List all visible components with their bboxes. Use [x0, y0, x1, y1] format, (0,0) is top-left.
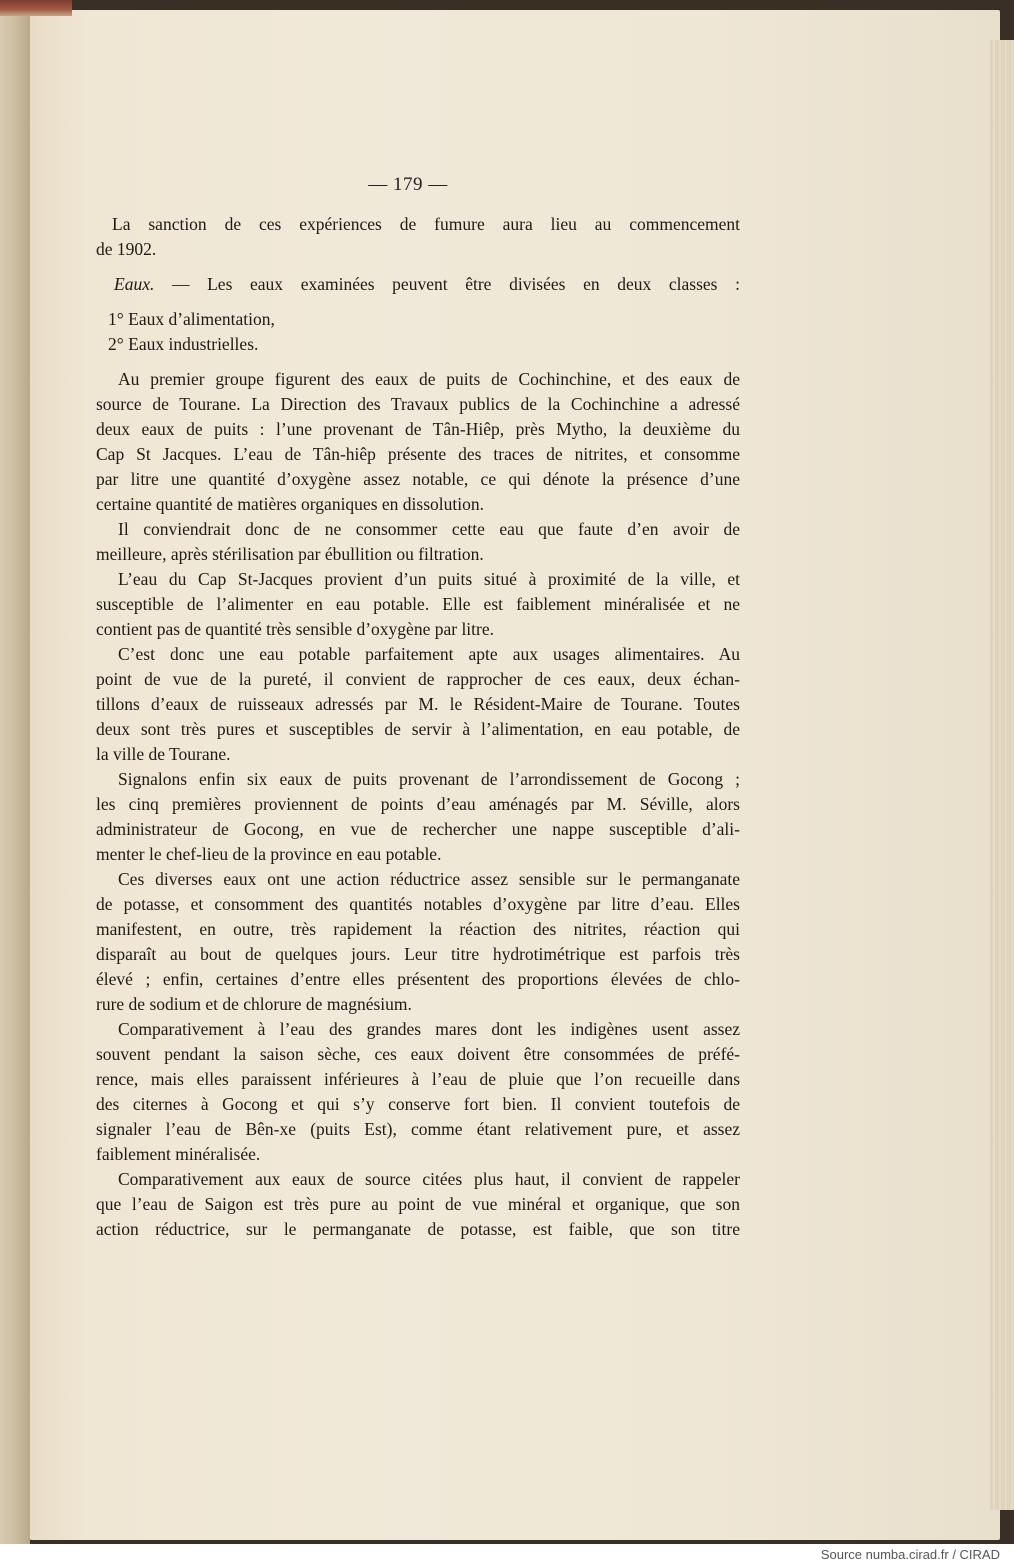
paragraph-premier-groupe [96, 367, 740, 517]
text-line: meilleure, après stérilisation par ébullition ou filtration. [96, 544, 484, 564]
text-line [96, 272, 740, 297]
text-line: de potasse, et consomment des quantités notables d’oxygène par litre d’eau. Elles [96, 894, 740, 914]
book-binding [0, 0, 30, 1544]
source-credit: Source numba.cirad.fr / CIRAD [820, 1547, 1000, 1562]
text-line: deux eaux de puits : l’une provenant de Tân-Hiêp, près Mytho, la deuxième du [96, 419, 740, 439]
binding-cover-edge [0, 0, 72, 16]
page-body [96, 212, 740, 1242]
paragraph-eau-potable [96, 642, 740, 767]
text-line: Comparativement aux eaux de source citées plus haut, il convient de rappeler [118, 1169, 740, 1189]
text-line: par litre une quantité d’oxygène assez notable, ce qui dénote la présence d’une [96, 469, 740, 489]
page-edges [990, 40, 1014, 1510]
text-line: des citernes à Gocong et qui s’y conserve fort bien. Il convient toutefois de [96, 1094, 740, 1114]
text-line: signaler l’eau de Bên-xe (puits Est), comme étant relativement pure, et assez [96, 1119, 740, 1139]
text-line: Au premier groupe figurent des eaux de puits de Cochinchine, et des eaux de [118, 369, 740, 389]
text-line: Cap St Jacques. L’eau de Tân-hiêp présente des traces de nitrites, et consomme [96, 444, 740, 464]
text-line: point de vue de la pureté, il convient de rapprocher de ces eaux, deux échan- [96, 669, 740, 689]
paragraph-eaux [96, 272, 740, 357]
paragraph-cap-st-jacques [96, 567, 740, 642]
text-line: Ces diverses eaux ont une action réductrice assez sensible sur le permanganate [118, 869, 740, 889]
list-item: 1° Eaux d’alimentation, [108, 309, 275, 329]
text-line: disparaît au bout de quelques jours. Leur titre hydrotimétrique est parfois très [96, 944, 740, 964]
text-line: administrateur de Gocong, en vue de rechercher une nappe susceptible d’ali- [96, 819, 740, 839]
text-line: L’eau du Cap St-Jacques provient d’un puits situé à proximité de la ville, et [118, 569, 740, 589]
text-line: les cinq premières proviennent de points d’eau aménagés par M. Séville, alors [96, 794, 740, 814]
text-line: de 1902. [96, 239, 157, 259]
text-line: souvent pendant la saison sèche, ces eaux doivent être consommées de préfé- [96, 1044, 740, 1064]
text-line-content: — Les eaux examinées peuvent être divisées en deux classes : [171, 274, 740, 294]
text-line: source de Tourane. La Direction des Travaux publics de la Cochinchine a adressé [96, 394, 740, 414]
paragraph-mares [96, 1017, 740, 1167]
paragraph-action-reductrice [96, 867, 740, 1017]
text-line: menter le chef-lieu de la province en eau potable. [96, 844, 442, 864]
section-heading-eaux: Eaux. [114, 274, 155, 294]
text-line: action réductrice, sur le permanganate de potasse, est faible, que son titre [96, 1219, 740, 1239]
text-line: La sanction de ces expériences de fumure aura lieu au commencement [112, 214, 740, 234]
text-line: Il conviendrait donc de ne consommer cette eau que faute d’en avoir de [118, 519, 740, 539]
text-line: que l’eau de Saigon est très pure au point de vue minéral et organique, que son [96, 1194, 740, 1214]
text-line: manifestent, en outre, très rapidement la réaction des nitrites, réaction qui [96, 919, 740, 939]
list-item: 2° Eaux industrielles. [108, 334, 259, 354]
text-line: certaine quantité de matières organiques en dissolution. [96, 494, 484, 514]
text-line: Comparativement à l’eau des grandes mares dont les indigènes usent assez [118, 1019, 740, 1039]
text-line: C’est donc une eau potable parfaitement apte aux usages alimentaires. Au [118, 644, 740, 664]
text-line: contient pas de quantité très sensible d’oxygène par litre. [96, 619, 494, 639]
text-line: rure de sodium et de chlorure de magnésium. [96, 994, 412, 1014]
paragraph-conviendrait [96, 517, 740, 567]
footer-bar [0, 1544, 1014, 1566]
paragraph-fumure [96, 212, 740, 262]
text-line: faiblement minéralisée. [96, 1144, 261, 1164]
text-line: rence, mais elles paraissent inférieures à l’eau de pluie que l’on recueille dans [96, 1069, 740, 1089]
text-line: deux sont très pures et susceptibles de servir à l’alimentation, en eau potable, de [96, 719, 740, 739]
paragraph-gocong [96, 767, 740, 867]
page-number: — 179 — [368, 174, 448, 195]
text-line: susceptible de l’alimenter en eau potable. Elle est faiblement minéralisée et ne [96, 594, 740, 614]
text-line: tillons d’eaux de ruisseaux adressés par M. le Résident-Maire de Tourane. Toutes [96, 694, 740, 714]
paragraph-saigon [96, 1167, 740, 1242]
text-line: élevé ; enfin, certaines d’entre elles présentent des proportions élevées de chlo- [96, 969, 740, 989]
text-line: la ville de Tourane. [96, 744, 231, 764]
text-line: Signalons enfin six eaux de puits provenant de l’arrondissement de Gocong ; [118, 769, 740, 789]
